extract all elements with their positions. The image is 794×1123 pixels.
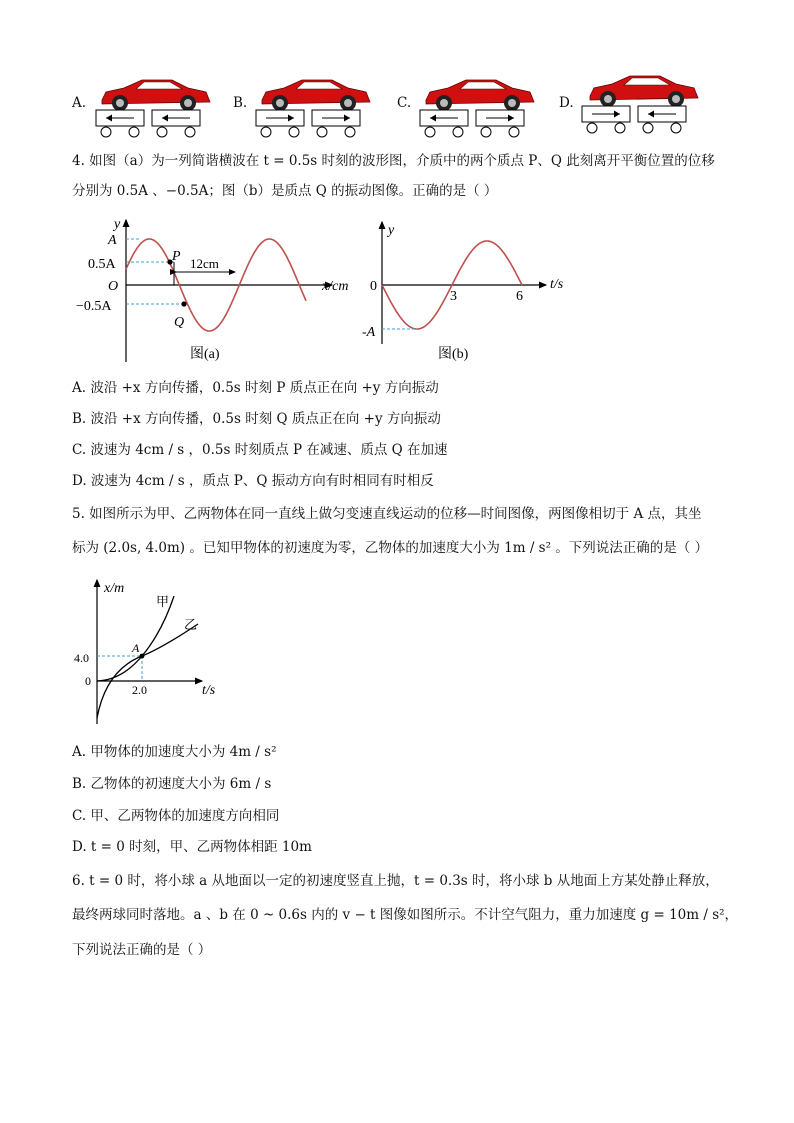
curve-yi bbox=[97, 624, 198, 718]
car-hub-icon bbox=[344, 99, 352, 107]
cart-wheel-icon bbox=[345, 127, 355, 137]
q4-option-b[interactable]: B. 波沿 +x 方向传播，0.5s 时刻 Q 质点正在向 +y 方向振动 bbox=[72, 411, 441, 427]
q5-xt-graph bbox=[70, 574, 230, 734]
cart-wheel-icon bbox=[509, 127, 519, 137]
q4-text-line1: 4. 如图（a）为一列简谐横波在 t = 0.5s 时刻的波形图，介质中的两个质点 P、Q 此刻离开平衡位置的位移 bbox=[72, 153, 715, 169]
label-yi: 乙 bbox=[184, 617, 198, 632]
caption-a: 图(a) bbox=[190, 347, 220, 362]
cart-wheel-icon bbox=[317, 127, 327, 137]
caption-b: 图(b) bbox=[438, 347, 469, 362]
car-hub-icon bbox=[604, 95, 612, 103]
distance-label: 12cm bbox=[190, 256, 219, 271]
tick-negA: -A bbox=[362, 325, 376, 340]
x-label-a: x/cm bbox=[322, 279, 349, 294]
tick-4: 4.0 bbox=[74, 651, 89, 665]
option-letter-a[interactable]: A. bbox=[72, 95, 87, 111]
car-cart-group bbox=[96, 80, 210, 137]
car-cart-group bbox=[256, 80, 370, 137]
tick-6: 6 bbox=[516, 289, 523, 304]
car-hub-icon bbox=[672, 95, 680, 103]
q4-graph-b bbox=[362, 212, 582, 372]
point-Q-dot bbox=[181, 301, 186, 306]
cart-wheel-icon bbox=[643, 123, 653, 133]
tick-O: O bbox=[108, 279, 119, 294]
cart-wheel-icon bbox=[261, 127, 271, 137]
q4-option-a[interactable]: A. 波沿 +x 方向传播，0.5s 时刻 P 质点正在向 +y 方向振动 bbox=[72, 380, 439, 396]
car-hub-icon bbox=[276, 99, 284, 107]
label-P: P bbox=[172, 249, 181, 264]
tick-0: 0 bbox=[370, 279, 377, 294]
q5-option-a[interactable]: A. 甲物体的加速度大小为 4m / s² bbox=[72, 744, 277, 760]
tick-zero: 0 bbox=[85, 674, 91, 688]
option-letter-c[interactable]: C. bbox=[397, 95, 412, 111]
q6-text-line1: 6. t = 0 时，将小球 a 从地面以一定的初速度竖直上抛，t = 0.3s 时，将小球 b 从地面上方某处静止释放， bbox=[72, 873, 719, 889]
cart-wheel-icon bbox=[425, 127, 435, 137]
car-hub-icon bbox=[508, 99, 516, 107]
cart-wheel-icon bbox=[185, 127, 195, 137]
point-A-dot bbox=[140, 654, 145, 659]
cart-wheel-icon bbox=[587, 123, 597, 133]
q6-text-line3: 下列说法正确的是（ ） bbox=[72, 942, 212, 958]
tick-3: 3 bbox=[450, 289, 457, 304]
q6-text-line2: 最终两球同时落地。a 、b 在 0 ~ 0.6s 内的 v − t 图像如图所示。不计空气阻力，重力加速度 g = 10m / s²， bbox=[72, 907, 739, 923]
car-hub-icon bbox=[116, 99, 124, 107]
cart-wheel-icon bbox=[481, 127, 491, 137]
y-label-b: y bbox=[388, 223, 395, 238]
car-hub-icon bbox=[440, 99, 448, 107]
y-label-a: y bbox=[114, 217, 121, 232]
q4-text-line2: 分别为 0.5A 、−0.5A；图（b）是质点 Q 的振动图像。正确的是（ ） bbox=[72, 183, 498, 199]
label-A: A bbox=[132, 641, 140, 655]
q4-option-d[interactable]: D. 波速为 4cm / s ，质点 P、Q 振动方向有时相同有时相反 bbox=[72, 473, 434, 489]
cart-wheel-icon bbox=[129, 127, 139, 137]
q5-option-d[interactable]: D. t = 0 时刻，甲、乙两物体相距 10m bbox=[72, 839, 312, 855]
cart-wheel-icon bbox=[615, 123, 625, 133]
q4-graph-a bbox=[70, 212, 370, 372]
car-hub-icon bbox=[184, 99, 192, 107]
tick-A: A bbox=[108, 233, 117, 248]
tick-half: 0.5A bbox=[88, 257, 116, 272]
q4-option-c[interactable]: C. 波速为 4cm / s ，0.5s 时刻质点 P 在减速、质点 Q 在加速 bbox=[72, 442, 448, 458]
cart-wheel-icon bbox=[671, 123, 681, 133]
cart-wheel-icon bbox=[157, 127, 167, 137]
label-Q: Q bbox=[174, 315, 185, 330]
q5-text-line2: 标为 (2.0s, 4.0m) 。已知甲物体的初速度为零，乙物体的加速度大小为 1m / s² 。下列说法正确的是（ ） bbox=[72, 540, 709, 556]
option-letter-d[interactable]: D. bbox=[559, 95, 574, 111]
tick-2: 2.0 bbox=[132, 683, 147, 697]
x-label-b: t/s bbox=[550, 277, 564, 292]
q5-text-line1: 5. 如图所示为甲、乙两物体在同一直线上做匀变速直线运动的位移—时间图像，两图像相切于 A 点，其坐 bbox=[72, 506, 702, 522]
option-letter-b[interactable]: B. bbox=[233, 95, 248, 111]
cart-wheel-icon bbox=[453, 127, 463, 137]
tick-neg-half: −0.5A bbox=[76, 299, 112, 314]
car-cart-group bbox=[582, 76, 698, 133]
y-label: x/m bbox=[104, 581, 125, 596]
car-cart-group bbox=[420, 80, 534, 137]
cart-wheel-icon bbox=[289, 127, 299, 137]
cart-wheel-icon bbox=[101, 127, 111, 137]
q5-option-b[interactable]: B. 乙物体的初速度大小为 6m / s bbox=[72, 776, 272, 792]
car-carts-figure bbox=[0, 70, 794, 138]
q5-option-c[interactable]: C. 甲、乙两物体的加速度方向相同 bbox=[72, 808, 280, 824]
label-jia: 甲 bbox=[156, 594, 170, 609]
t-label: t/s bbox=[202, 683, 216, 698]
